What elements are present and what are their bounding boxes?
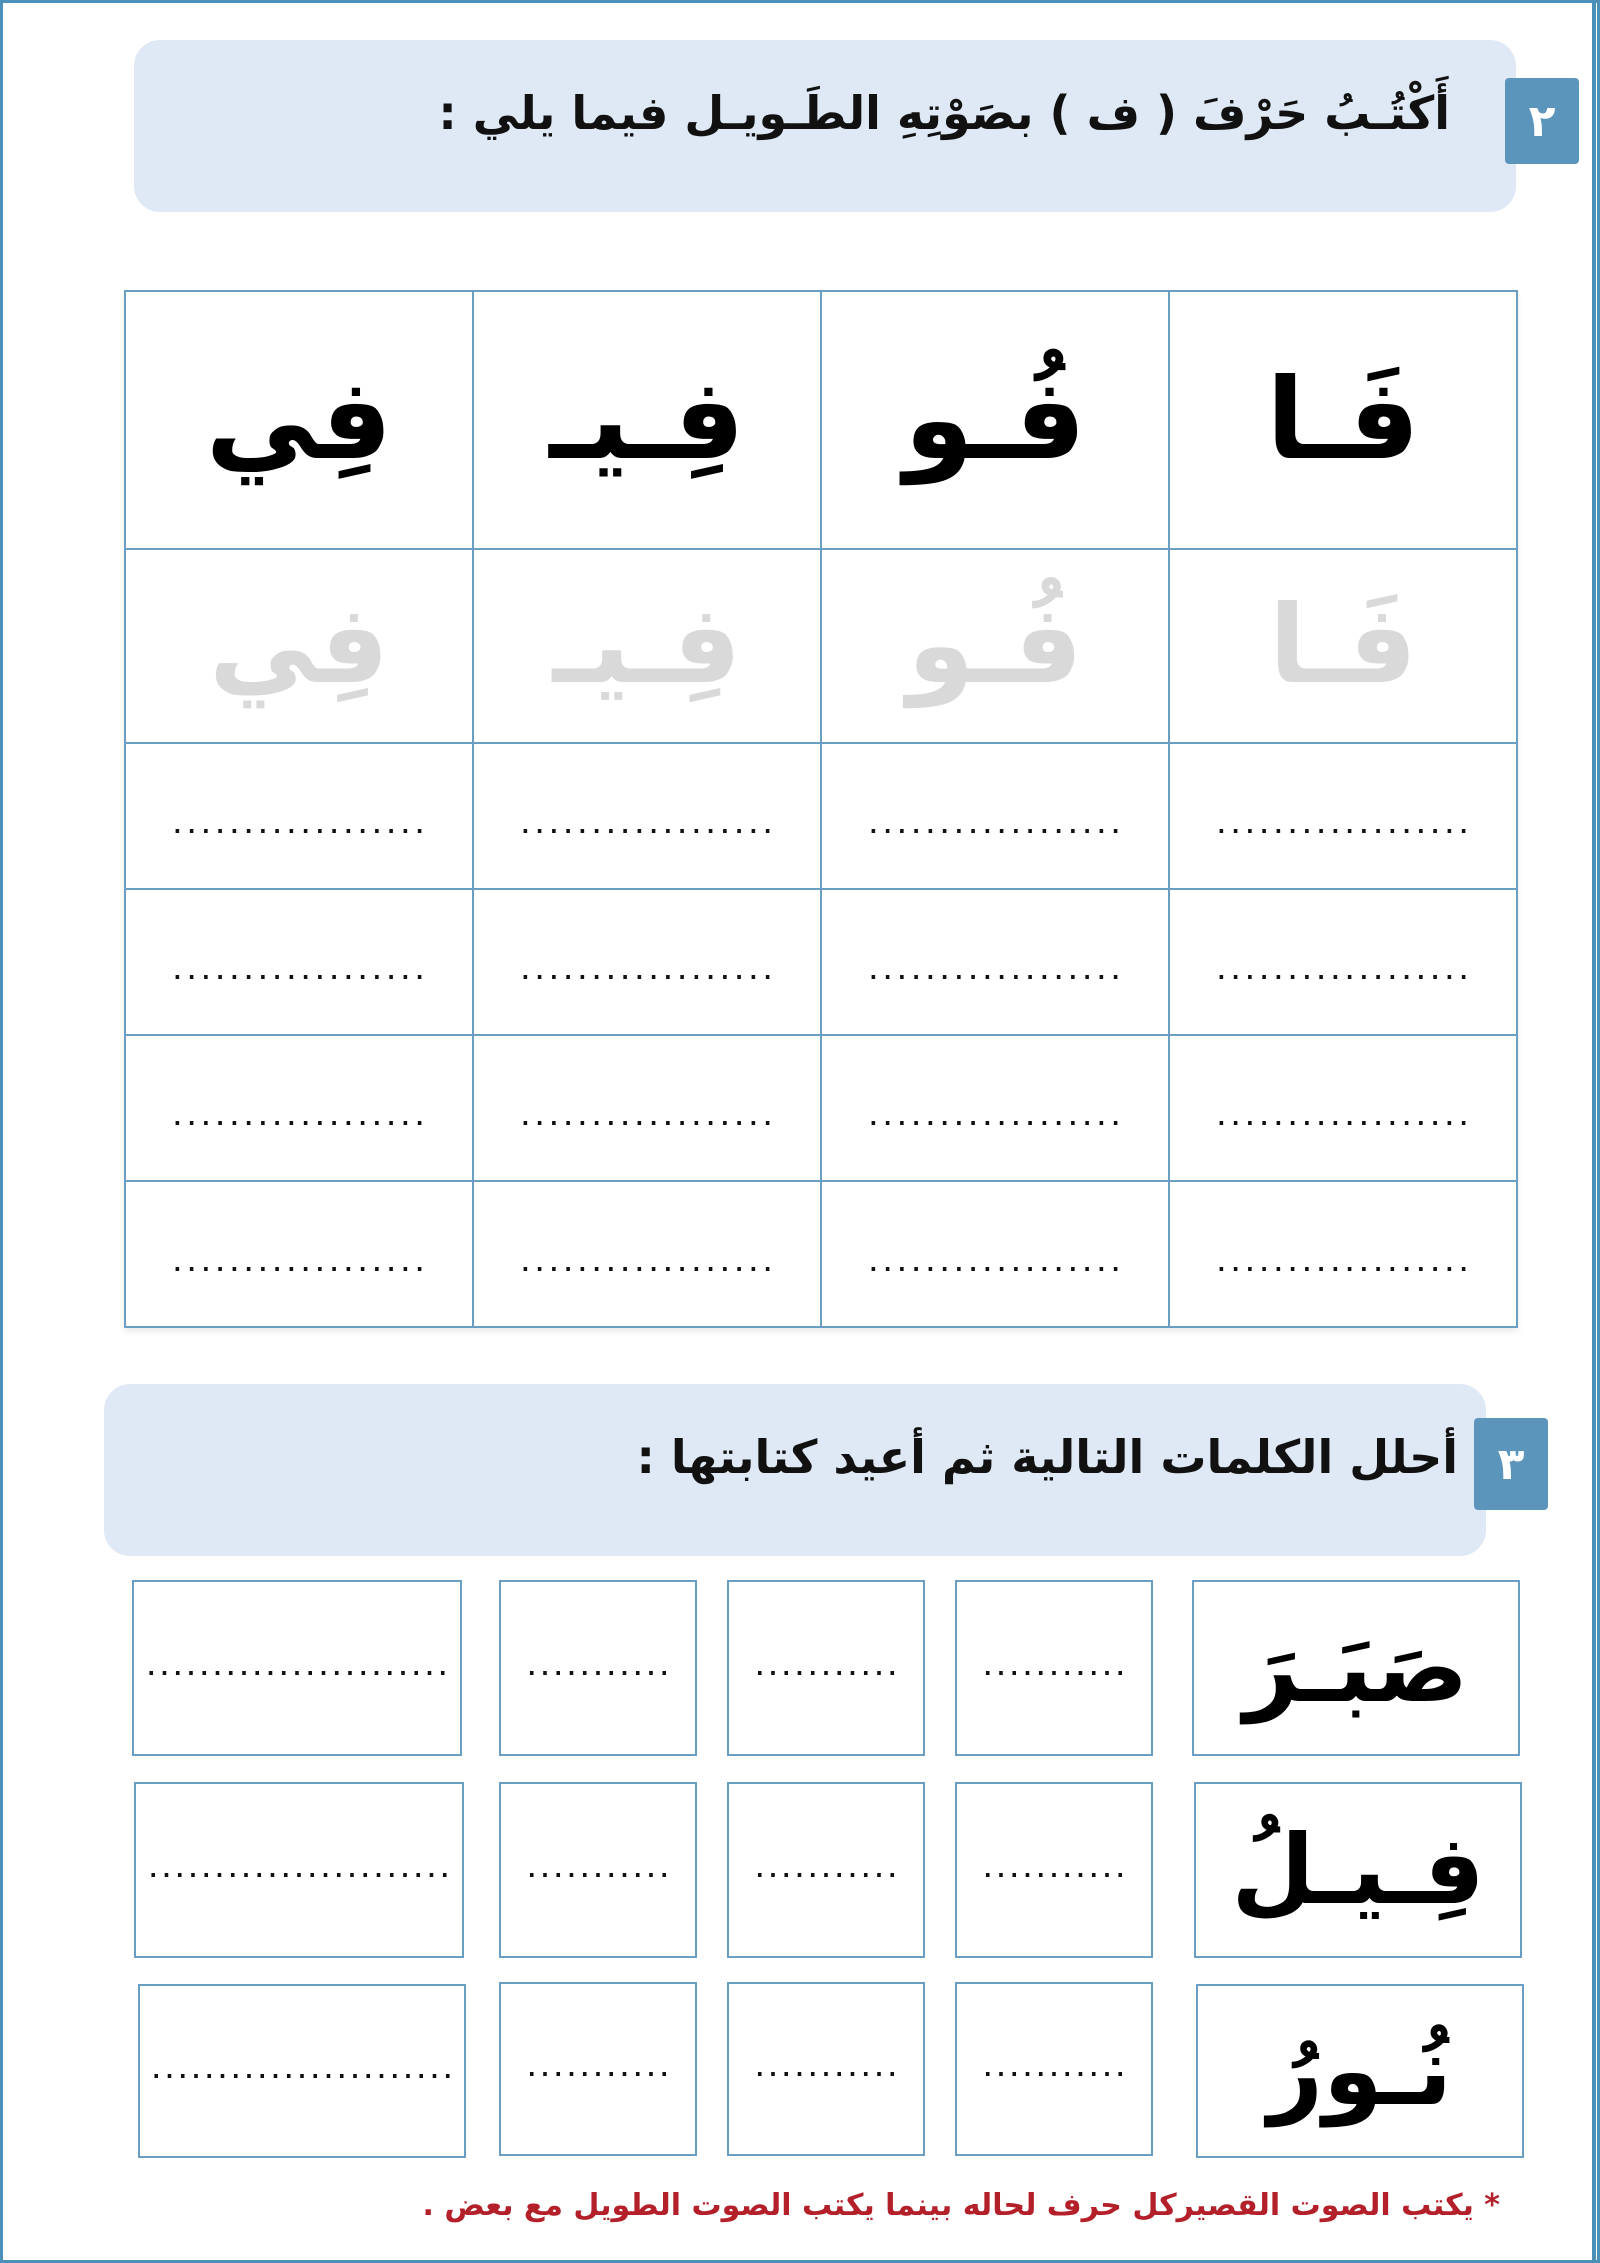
writing-cell[interactable] xyxy=(473,743,821,889)
trace-syllable: فَـا xyxy=(1268,583,1418,708)
exercise-3-number-badge: ٣ xyxy=(1474,1418,1548,1510)
writing-blank-line: .................. xyxy=(866,813,1124,839)
writing-row xyxy=(125,1035,1517,1181)
writing-cell[interactable] xyxy=(125,889,473,1035)
rewrite-blank: ....................... xyxy=(146,1857,452,1883)
writing-blank-line: .................. xyxy=(518,1251,776,1277)
writing-cell[interactable] xyxy=(1169,1035,1517,1181)
rewrite-box[interactable] xyxy=(132,1580,462,1756)
writing-blank-line: .................. xyxy=(1214,1105,1472,1131)
rewrite-box[interactable] xyxy=(134,1782,464,1958)
trace-cell[interactable] xyxy=(821,549,1169,743)
letter-box[interactable] xyxy=(727,1782,925,1958)
letter-blank: ........... xyxy=(525,1857,671,1883)
model-syllable: فُـو xyxy=(904,355,1086,485)
writing-row xyxy=(125,743,1517,889)
model-cell xyxy=(1169,291,1517,549)
word-box xyxy=(1192,1580,1520,1756)
trace-row xyxy=(125,549,1517,743)
trace-cell[interactable] xyxy=(473,549,821,743)
writing-blank-line: .................. xyxy=(518,813,776,839)
model-syllable: فِـيـ xyxy=(549,355,745,485)
writing-cell[interactable] xyxy=(473,1035,821,1181)
letter-blank: ........... xyxy=(525,2056,671,2082)
letter-blank: ........... xyxy=(981,1655,1127,1681)
writing-cell[interactable] xyxy=(821,743,1169,889)
writing-cell[interactable] xyxy=(125,743,473,889)
writing-blank-line: .................. xyxy=(866,1251,1124,1277)
writing-cell[interactable] xyxy=(473,889,821,1035)
letter-box[interactable] xyxy=(955,1982,1153,2156)
writing-blank-line: .................. xyxy=(866,959,1124,985)
footnote: * يكتب الصوت القصيركل حرف لحاله بينما يكتب الصوت الطويل مع بعض . xyxy=(422,2188,1500,2223)
letter-blank: ........... xyxy=(981,1857,1127,1883)
letter-blank: ........... xyxy=(981,2056,1127,2082)
trace-cell[interactable] xyxy=(125,549,473,743)
trace-syllable: فُـو xyxy=(907,583,1083,708)
writing-blank-line: .................. xyxy=(170,959,428,985)
writing-cell[interactable] xyxy=(1169,1181,1517,1327)
model-cell xyxy=(125,291,473,549)
writing-blank-line: .................. xyxy=(1214,1251,1472,1277)
writing-blank-line: .................. xyxy=(866,1105,1124,1131)
model-syllable: فَـا xyxy=(1266,355,1420,485)
letter-blank: ........... xyxy=(753,1655,899,1681)
writing-cell[interactable] xyxy=(125,1035,473,1181)
trace-syllable: فِي xyxy=(209,583,389,708)
writing-row xyxy=(125,1181,1517,1327)
letter-blank: ........... xyxy=(753,2056,899,2082)
rewrite-box[interactable] xyxy=(138,1984,466,2158)
writing-cell[interactable] xyxy=(821,1035,1169,1181)
rewrite-blank: ....................... xyxy=(144,1655,450,1681)
trace-syllable: فِـيـ xyxy=(552,583,742,708)
writing-blank-line: .................. xyxy=(1214,959,1472,985)
model-cell xyxy=(473,291,821,549)
writing-cell[interactable] xyxy=(821,889,1169,1035)
writing-row xyxy=(125,889,1517,1035)
model-cell xyxy=(821,291,1169,549)
word-box xyxy=(1194,1782,1522,1958)
letter-box[interactable] xyxy=(499,1982,697,2156)
exercise-2-title: أَكْتُـبُ حَرْفَ ( ف ) بصَوْتِهِ الطَـويـل فيما يلي : xyxy=(438,86,1450,140)
long-vowel-grid xyxy=(124,290,1518,1328)
writing-blank-line: .................. xyxy=(518,1105,776,1131)
word-box xyxy=(1196,1984,1524,2158)
letter-blank: ........... xyxy=(753,1857,899,1883)
writing-blank-line: .................. xyxy=(170,813,428,839)
letter-box[interactable] xyxy=(727,1580,925,1756)
writing-blank-line: .................. xyxy=(170,1251,428,1277)
writing-cell[interactable] xyxy=(821,1181,1169,1327)
rewrite-blank: ....................... xyxy=(149,2058,455,2084)
word-text: صَبَـرَ xyxy=(1243,1612,1469,1724)
letter-box[interactable] xyxy=(727,1982,925,2156)
exercise-2-number-badge: ٢ xyxy=(1505,78,1579,164)
writing-cell[interactable] xyxy=(473,1181,821,1327)
letter-box[interactable] xyxy=(499,1580,697,1756)
model-syllable: فِي xyxy=(205,355,393,485)
model-row xyxy=(125,291,1517,549)
writing-blank-line: .................. xyxy=(518,959,776,985)
letter-box[interactable] xyxy=(499,1782,697,1958)
letter-box[interactable] xyxy=(955,1580,1153,1756)
word-text: فِـيـلُ xyxy=(1231,1814,1485,1926)
writing-cell[interactable] xyxy=(1169,743,1517,889)
letter-box[interactable] xyxy=(955,1782,1153,1958)
writing-cell[interactable] xyxy=(125,1181,473,1327)
trace-cell[interactable] xyxy=(1169,549,1517,743)
word-text: نُـورُ xyxy=(1267,2015,1453,2127)
letter-blank: ........... xyxy=(525,1655,671,1681)
writing-cell[interactable] xyxy=(1169,889,1517,1035)
page-right-rule xyxy=(1592,0,1596,2263)
writing-blank-line: .................. xyxy=(1214,813,1472,839)
writing-blank-line: .................. xyxy=(170,1105,428,1131)
exercise-3-title: أحلل الكلمات التالية ثم أعيد كتابتها : xyxy=(636,1430,1458,1484)
